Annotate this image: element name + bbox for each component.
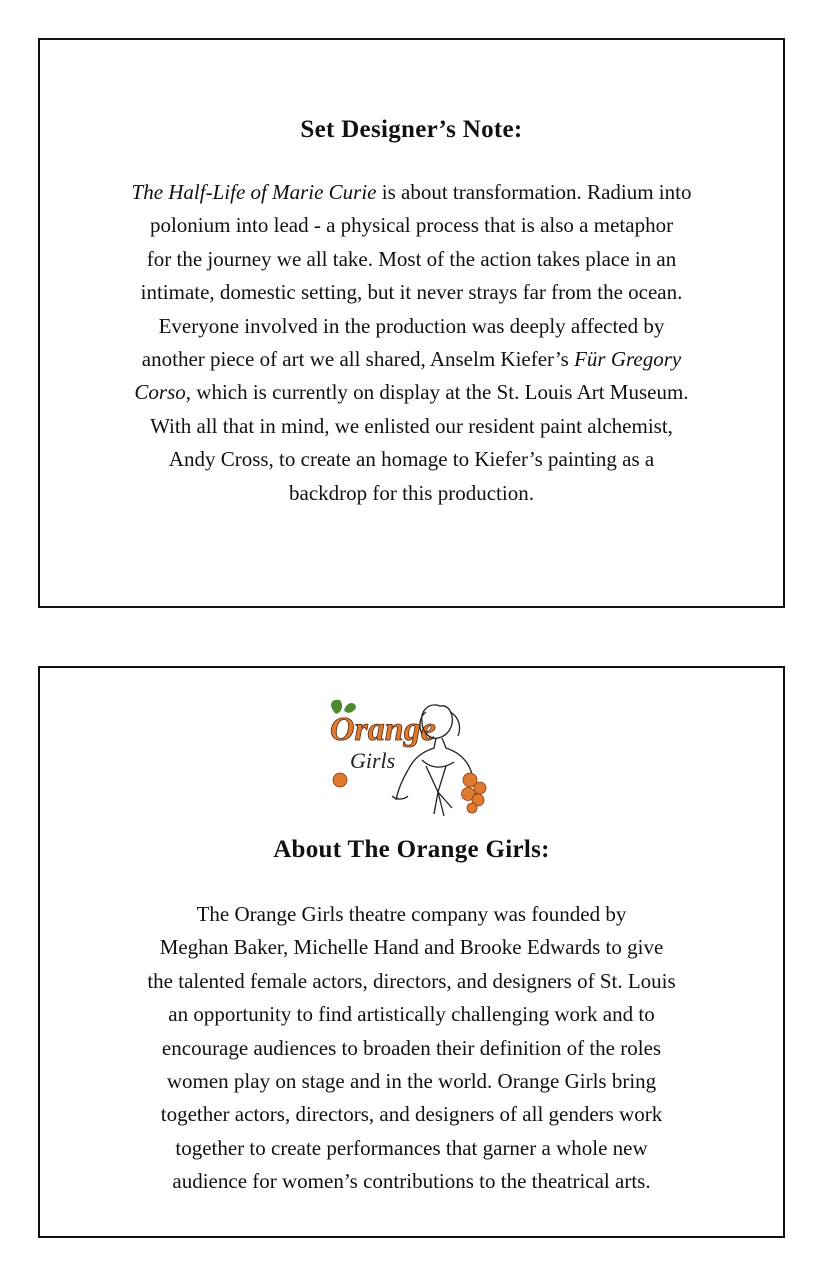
orange-girls-logo-icon (322, 696, 502, 826)
body-text-segment: , which is currently on display at the St. Louis Art Museum. (185, 380, 689, 405)
designer-note-paragraph (67, 176, 757, 510)
about-box (38, 666, 785, 1238)
about-paragraph (72, 898, 752, 1199)
body-text-segment: Andy Cross, to create an homage to Kiefer’s painting as a (168, 447, 655, 472)
designer-note-heading: Set Designer’s Note: (300, 116, 523, 143)
body-text-segment: polonium into lead - a physical process that is also a metaphor (149, 213, 674, 238)
body-text-segment: backdrop for this production. (289, 480, 534, 505)
designer-note-line (67, 243, 757, 276)
designer-note-line (67, 276, 757, 309)
designer-note-line (67, 209, 757, 242)
body-text-segment: is about transformation. Radium into (376, 180, 692, 204)
body-text-segment: intimate, domestic setting, but it never strays far from the ocean. (140, 280, 683, 305)
about-heading: About The Orange Girls: (273, 836, 550, 863)
about-line: an opportunity to find artistically challenging work and to (168, 1002, 655, 1027)
body-text-segment: With all that in mind, we enlisted our resident paint alchemist, (150, 413, 673, 438)
about-line: audience for women’s contributions to the theatrical arts. (172, 1169, 651, 1194)
designer-note-line (67, 343, 757, 376)
about-line: together to create performances that garner a whole new (175, 1135, 648, 1160)
about-line: women play on stage and in the world. Orange Girls bring (166, 1069, 657, 1094)
designer-note-line (67, 477, 757, 510)
designer-note-line (67, 443, 757, 476)
about-line: encourage audiences to broaden their definition of the roles (161, 1035, 662, 1060)
about-line: together actors, directors, and designers of all genders work (160, 1102, 663, 1127)
about-line: The Orange Girls theatre company was founded by (196, 902, 627, 926)
about-line: Meghan Baker, Michelle Hand and Brooke Edwards to give (159, 935, 664, 960)
designer-note-box (38, 38, 785, 608)
designer-note-line (67, 310, 757, 343)
oranges-icon (333, 773, 486, 813)
body-text-segment: Everyone involved in the production was deeply affected by (158, 313, 665, 338)
body-text-segment: for the journey we all take. Most of the action takes place in an (146, 246, 677, 271)
orange-girls-logo (322, 696, 502, 826)
italic-title-text: Corso (134, 380, 186, 405)
designer-note-line (67, 410, 757, 443)
logo-wordmark-orange: Orange (329, 711, 436, 748)
logo-wordmark-girls: Girls (349, 748, 395, 773)
italic-title-text: Für Gregory (574, 347, 682, 372)
designer-note-line (67, 376, 757, 409)
about-line: the talented female actors, directors, and designers of St. Louis (147, 968, 676, 993)
body-text-segment: another piece of art we all shared, Anselm Kiefer’s (141, 347, 575, 372)
italic-title-text: The Half-Life of Marie Curie (131, 180, 377, 204)
designer-note-line (67, 176, 757, 209)
